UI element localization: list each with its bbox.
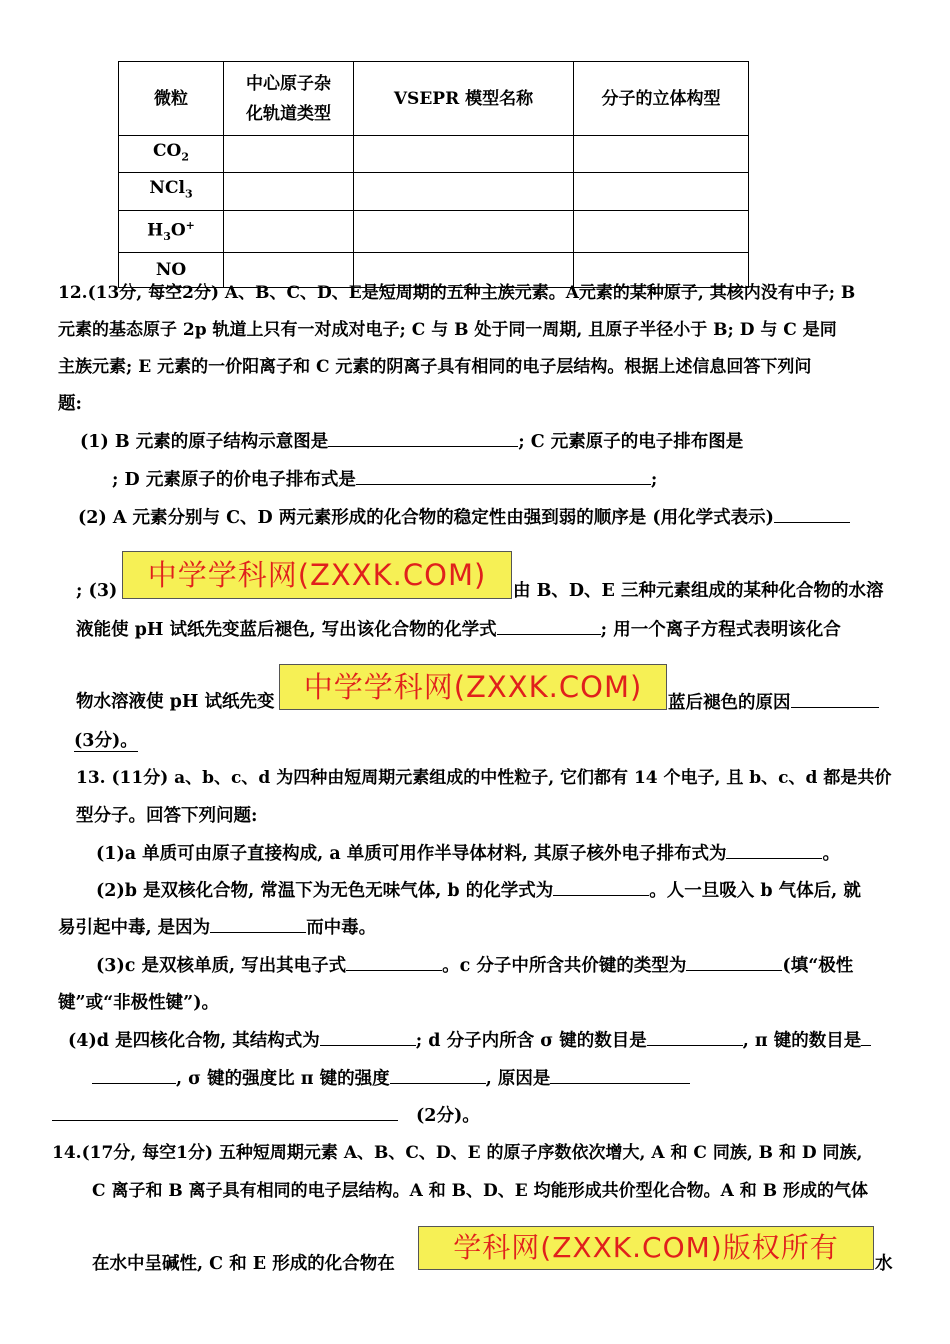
particle-h3o: $H_3O^+$ — [119, 210, 224, 252]
answer-cell[interactable] — [354, 173, 574, 210]
q12-part3-line3a: 物水溶液使 pH 试纸先变 — [76, 692, 275, 712]
answer-blank[interactable] — [92, 1065, 176, 1084]
answer-cell[interactable] — [574, 136, 749, 173]
answer-blank[interactable] — [726, 840, 822, 859]
header-vsepr: VSEPR 模型名称 — [354, 62, 574, 136]
q12-part3-text: 由 B、D、E 三种元素组成的某种化合物的水溶 — [513, 581, 884, 601]
answer-blank[interactable] — [320, 1027, 416, 1046]
q14-line3b: 水 — [875, 1254, 893, 1274]
answer-blank[interactable] — [210, 914, 306, 933]
table-row — [119, 173, 749, 210]
answer-blank[interactable] — [861, 1027, 871, 1046]
q12-part1: (1) B 元素的原子结构示意图是 ; C 元素原子的电子排布图是 — [80, 428, 743, 455]
q13-line2: 型分子。回答下列问题: — [76, 806, 258, 826]
q12-line1: 12.(13分, 每空2分) A、B、C、D、E是短周期的五种主族元素。A元素的某种原子, 其核内没有中子; B — [58, 283, 856, 303]
q12-part3-score: (3分)。 — [74, 731, 138, 751]
q13-part3-cont: 键”或“非极性键”)。 — [58, 993, 219, 1013]
answer-blank[interactable] — [390, 1065, 486, 1084]
hybridization-table — [118, 61, 749, 288]
particle-co2: $CO_2$ — [119, 136, 224, 173]
q13-line1: 13. (11分) a、b、c、d 为四种由短周期元素组成的中性粒子, 它们都有 14 个电子, 且 b、c、d 都是共价 — [76, 768, 892, 788]
answer-cell[interactable] — [354, 136, 574, 173]
answer-cell[interactable] — [574, 210, 749, 252]
answer-blank[interactable] — [328, 428, 518, 447]
header-hybridization-line1: 中心原子杂 — [246, 73, 331, 94]
q13-part3: (3)c 是双核单质, 写出其电子式 。c 分子中所含共价键的类型为 (填“极性 — [96, 952, 853, 979]
answer-blank[interactable] — [791, 689, 879, 708]
q14-line1: 14.(17分, 每空1分) 五种短周期元素 A、B、C、D、E 的原子序数依次增大, A 和 C 同族, B 和 D 同族, — [52, 1143, 863, 1163]
header-particle: 微粒 — [119, 62, 224, 136]
table-row — [119, 136, 749, 173]
q13-part4-cont: , σ 键的强度比 π 键的强度 , 原因是 — [92, 1065, 690, 1092]
answer-blank[interactable] — [774, 504, 850, 523]
q12-part3-line2: 液能使 pH 试纸先变蓝后褪色, 写出该化合物的化学式 ; 用一个离子方程式表明该化合 — [76, 616, 841, 643]
answer-blank[interactable] — [686, 952, 782, 971]
answer-blank[interactable] — [550, 1065, 690, 1084]
watermark-banner: 学科网(ZXXK.COM)版权所有 — [418, 1226, 874, 1270]
q13-part2: (2)b 是双核化合物, 常温下为无色无味气体, b 的化学式为 。人一旦吸入 b 气体后, 就 — [96, 877, 861, 904]
q14-line2: C 离子和 B 离子具有相同的电子层结构。A 和 B、D、E 均能形成共价型化合物。A 和 B 形成的气体 — [92, 1181, 868, 1201]
answer-blank[interactable] — [553, 877, 649, 896]
q13-part1: (1)a 单质可由原子直接构成, a 单质可用作半导体材料, 其原子核外电子排布式为 。 — [96, 840, 840, 867]
table-row — [119, 210, 749, 252]
q13-part4: (4)d 是四核化合物, 其结构式为 ; d 分子内所含 σ 键的数目是 , π 键的数目是 — [68, 1027, 871, 1054]
watermark-banner: 中学学科网(ZXXK.COM) — [122, 551, 512, 599]
q14-line3a: 在水中呈碱性, C 和 E 形成的化合物在 — [92, 1254, 395, 1274]
q12-line4: 题: — [58, 394, 82, 414]
watermark-banner: 中学学科网(ZXXK.COM) — [279, 664, 667, 710]
q12-part3-start: ; (3) — [76, 581, 118, 601]
header-geometry: 分子的立体构型 — [574, 62, 749, 136]
answer-blank[interactable] — [497, 616, 601, 635]
q12-part1-cont: ; D 元素原子的价电子排布式是 ; — [112, 466, 657, 493]
answer-cell[interactable] — [224, 136, 354, 173]
table-header-row — [119, 62, 749, 136]
q12-part2: (2) A 元素分别与 C、D 两元素形成的化合物的稳定性由强到弱的顺序是 (用化学式表示) — [78, 504, 850, 531]
answer-blank[interactable] — [356, 466, 651, 485]
header-hybridization — [224, 62, 354, 136]
answer-cell[interactable] — [574, 173, 749, 210]
q13-part2-cont: 易引起中毒, 是因为 而中毒。 — [58, 914, 376, 941]
header-hybridization-line2: 化轨道类型 — [246, 103, 331, 124]
answer-cell[interactable] — [224, 173, 354, 210]
particle-ncl3: NCl$_3$ — [119, 173, 224, 210]
q12-part3-line3b: 蓝后褪色的原因 — [668, 689, 879, 716]
answer-cell[interactable] — [354, 210, 574, 252]
particle-no: NO — [119, 252, 224, 287]
answer-cell[interactable] — [224, 210, 354, 252]
answer-blank[interactable] — [52, 1102, 398, 1121]
answer-blank[interactable] — [647, 1027, 743, 1046]
q12-line2: 元素的基态原子 2p 轨道上只有一对成对电子; C 与 B 处于同一周期, 且原子半径小于 B; D 与 C 是同 — [58, 320, 837, 340]
q12-line3: 主族元素; E 元素的一价阳离子和 C 元素的阴离子具有相同的电子层结构。根据上述信息回答下列问 — [58, 357, 812, 377]
q13-part4-end: (2分)。 — [52, 1102, 480, 1129]
answer-blank[interactable] — [346, 952, 442, 971]
